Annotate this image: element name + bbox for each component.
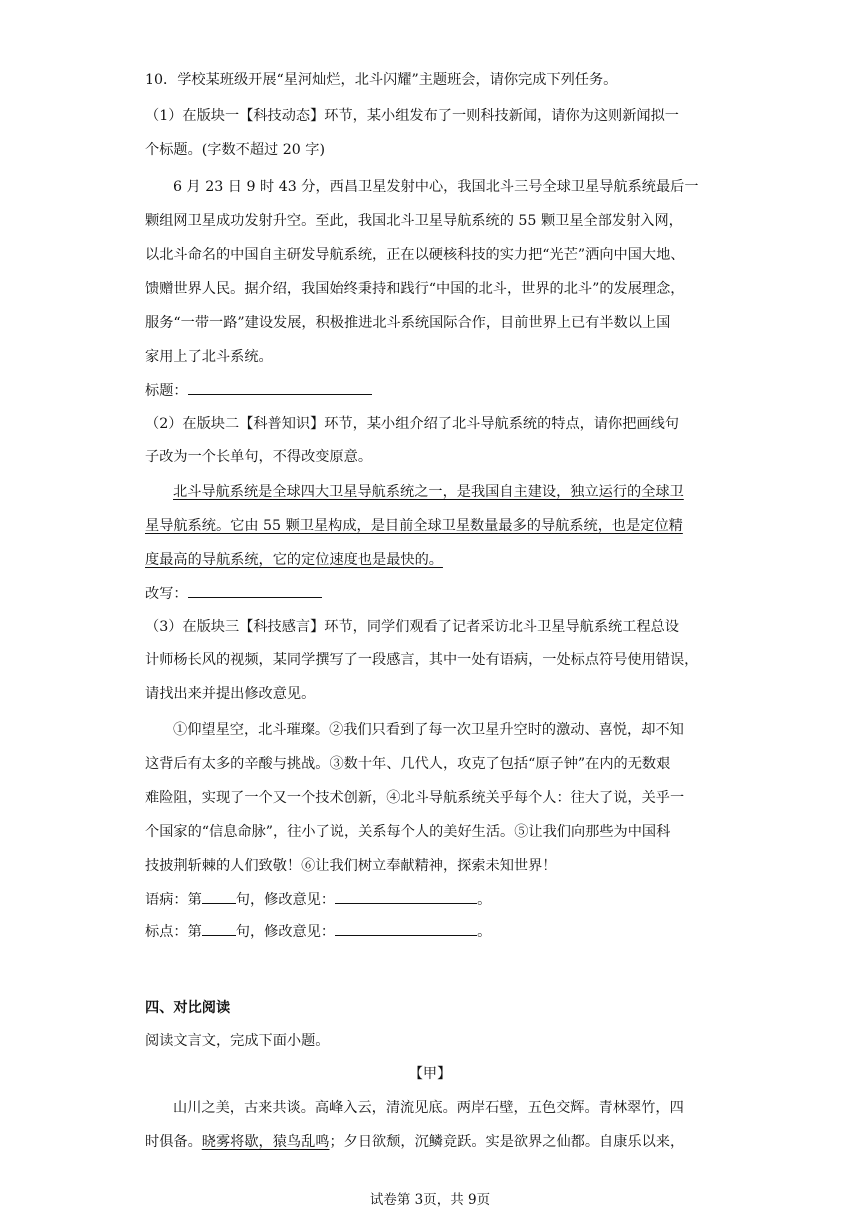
classical-text: 时俱备。 — [145, 1134, 202, 1150]
grammar-error-label: 语病：第 — [145, 892, 202, 908]
task2-prompt-line2: 子改为一个长单句，不得改变原意。 — [145, 449, 373, 465]
task1-prompt-line2: 个标题。(字数不超过 20 字) — [145, 142, 326, 158]
task2-underlined-line: 星导航系统。它由 55 颗卫星构成，是目前全球卫星数量最多的导航系统，也是定位精 — [145, 518, 683, 534]
grammar-advice-blank[interactable] — [335, 889, 477, 904]
task1-passage-line: 以北斗命名的中国自主研发导航系统，正在以硬核科技的实力把“光芒”洒向中国大地、 — [145, 247, 685, 263]
passage-jia-label: 【甲】 — [408, 1066, 452, 1082]
grammar-row-end: 。 — [477, 892, 492, 908]
question-10-stem: 10．学校某班级开展“星河灿烂，北斗闪耀”主题班会，请你完成下列任务。 — [145, 72, 618, 88]
grammar-advice-label: 句，修改意见： — [235, 892, 336, 908]
page-footer: 试卷第 3页，共 9页 — [369, 1192, 491, 1208]
punctuation-advice-blank[interactable] — [335, 921, 477, 936]
classical-underlined-text: 晓雾将歇，猿鸟乱鸣 — [201, 1134, 330, 1150]
punctuation-error-label: 标点：第 — [145, 924, 202, 940]
task3-passage-line: 这背后有太多的辛酸与挑战。③数十年、几代人，攻克了包括“原子钟”在内的无数艰 — [145, 756, 671, 772]
task3-prompt-line1: （3）在版块三【科技感言】环节，同学们观看了记者采访北斗卫星导航系统工程总设 — [145, 619, 679, 635]
task3-passage-line: 技披荆斩棘的人们致敬！⑥让我们树立奉献精神，探索未知世界！ — [145, 858, 557, 874]
task3-passage-line: ①仰望星空，北斗璀璨。②我们只看到了每一次卫星升空时的激动、喜悦，却不知 — [173, 722, 684, 738]
punctuation-row-end: 。 — [477, 924, 492, 940]
task3-passage-line: 个国家的“信息命脉”，往小了说，关系每个人的美好生活。⑤让我们向那些为中国科 — [145, 824, 671, 840]
section-4-instruction: 阅读文言文，完成下面小题。 — [145, 1033, 330, 1049]
task3-prompt-line3: 请找出来并提出修改意见。 — [145, 686, 316, 702]
punctuation-advice-label: 句，修改意见： — [235, 924, 336, 940]
task2-underlined-line: 度最高的导航系统，它的定位速度也是最快的。 — [145, 552, 443, 568]
classical-passage-line: 山川之美，古来共谈。高峰入云，清流见底。两岸石壁，五色交辉。青林翠竹，四 — [173, 1100, 684, 1116]
section-4-heading: 四、对比阅读 — [145, 1000, 231, 1016]
task1-passage-line: 颗组网卫星成功发射升空。至此，我国北斗卫星导航系统的 55 颗卫星全部发射入网， — [145, 213, 683, 229]
rewrite-answer-row — [145, 583, 725, 604]
classical-text: ；夕日欲颓，沉鳞竞跃。实是欲界之仙都。自康乐以来， — [329, 1134, 685, 1150]
task1-passage-line: 6 月 23 日 9 时 43 分，西昌卫星发射中心，我国北斗三号全球卫星导航系统最后一 — [173, 179, 699, 195]
punctuation-sentence-blank[interactable] — [202, 921, 236, 936]
task3-prompt-line2: 计师杨长风的视频，某同学撰写了一段感言，其中一处有语病，一处标点符号使用错误， — [145, 652, 699, 668]
task1-passage-line: 服务“一带一路”建设发展，积极推进北斗系统国际合作，目前世界上已有半数以上国 — [145, 315, 671, 331]
grammar-sentence-blank[interactable] — [202, 889, 236, 904]
rewrite-answer-blank[interactable] — [188, 583, 322, 598]
rewrite-answer-label: 改写： — [145, 586, 188, 602]
grammar-error-row — [145, 889, 725, 910]
title-answer-label: 标题： — [145, 383, 188, 399]
title-answer-row — [145, 380, 725, 401]
task2-prompt-line1: （2）在版块二【科普知识】环节，某小组介绍了北斗导航系统的特点，请你把画线句 — [145, 416, 679, 432]
title-answer-blank[interactable] — [188, 380, 372, 395]
classical-passage-line — [145, 1132, 725, 1152]
task2-underlined-line: 北斗导航系统是全球四大卫星导航系统之一，是我国自主建设，独立运行的全球卫 — [173, 484, 684, 500]
task1-passage-line: 馈赠世界人民。据介绍，我国始终秉持和践行“中国的北斗，世界的北斗”的发展理念， — [145, 281, 685, 297]
punctuation-error-row — [145, 921, 725, 942]
task3-passage-line: 难险阻，实现了一个又一个技术创新，④北斗导航系统关乎每个人：往大了说，关乎一 — [145, 790, 685, 806]
task1-passage-line: 家用上了北斗系统。 — [145, 349, 273, 365]
task1-prompt-line1: （1）在版块一【科技动态】环节，某小组发布了一则科技新闻，请你为这则新闻拟一 — [145, 108, 679, 124]
